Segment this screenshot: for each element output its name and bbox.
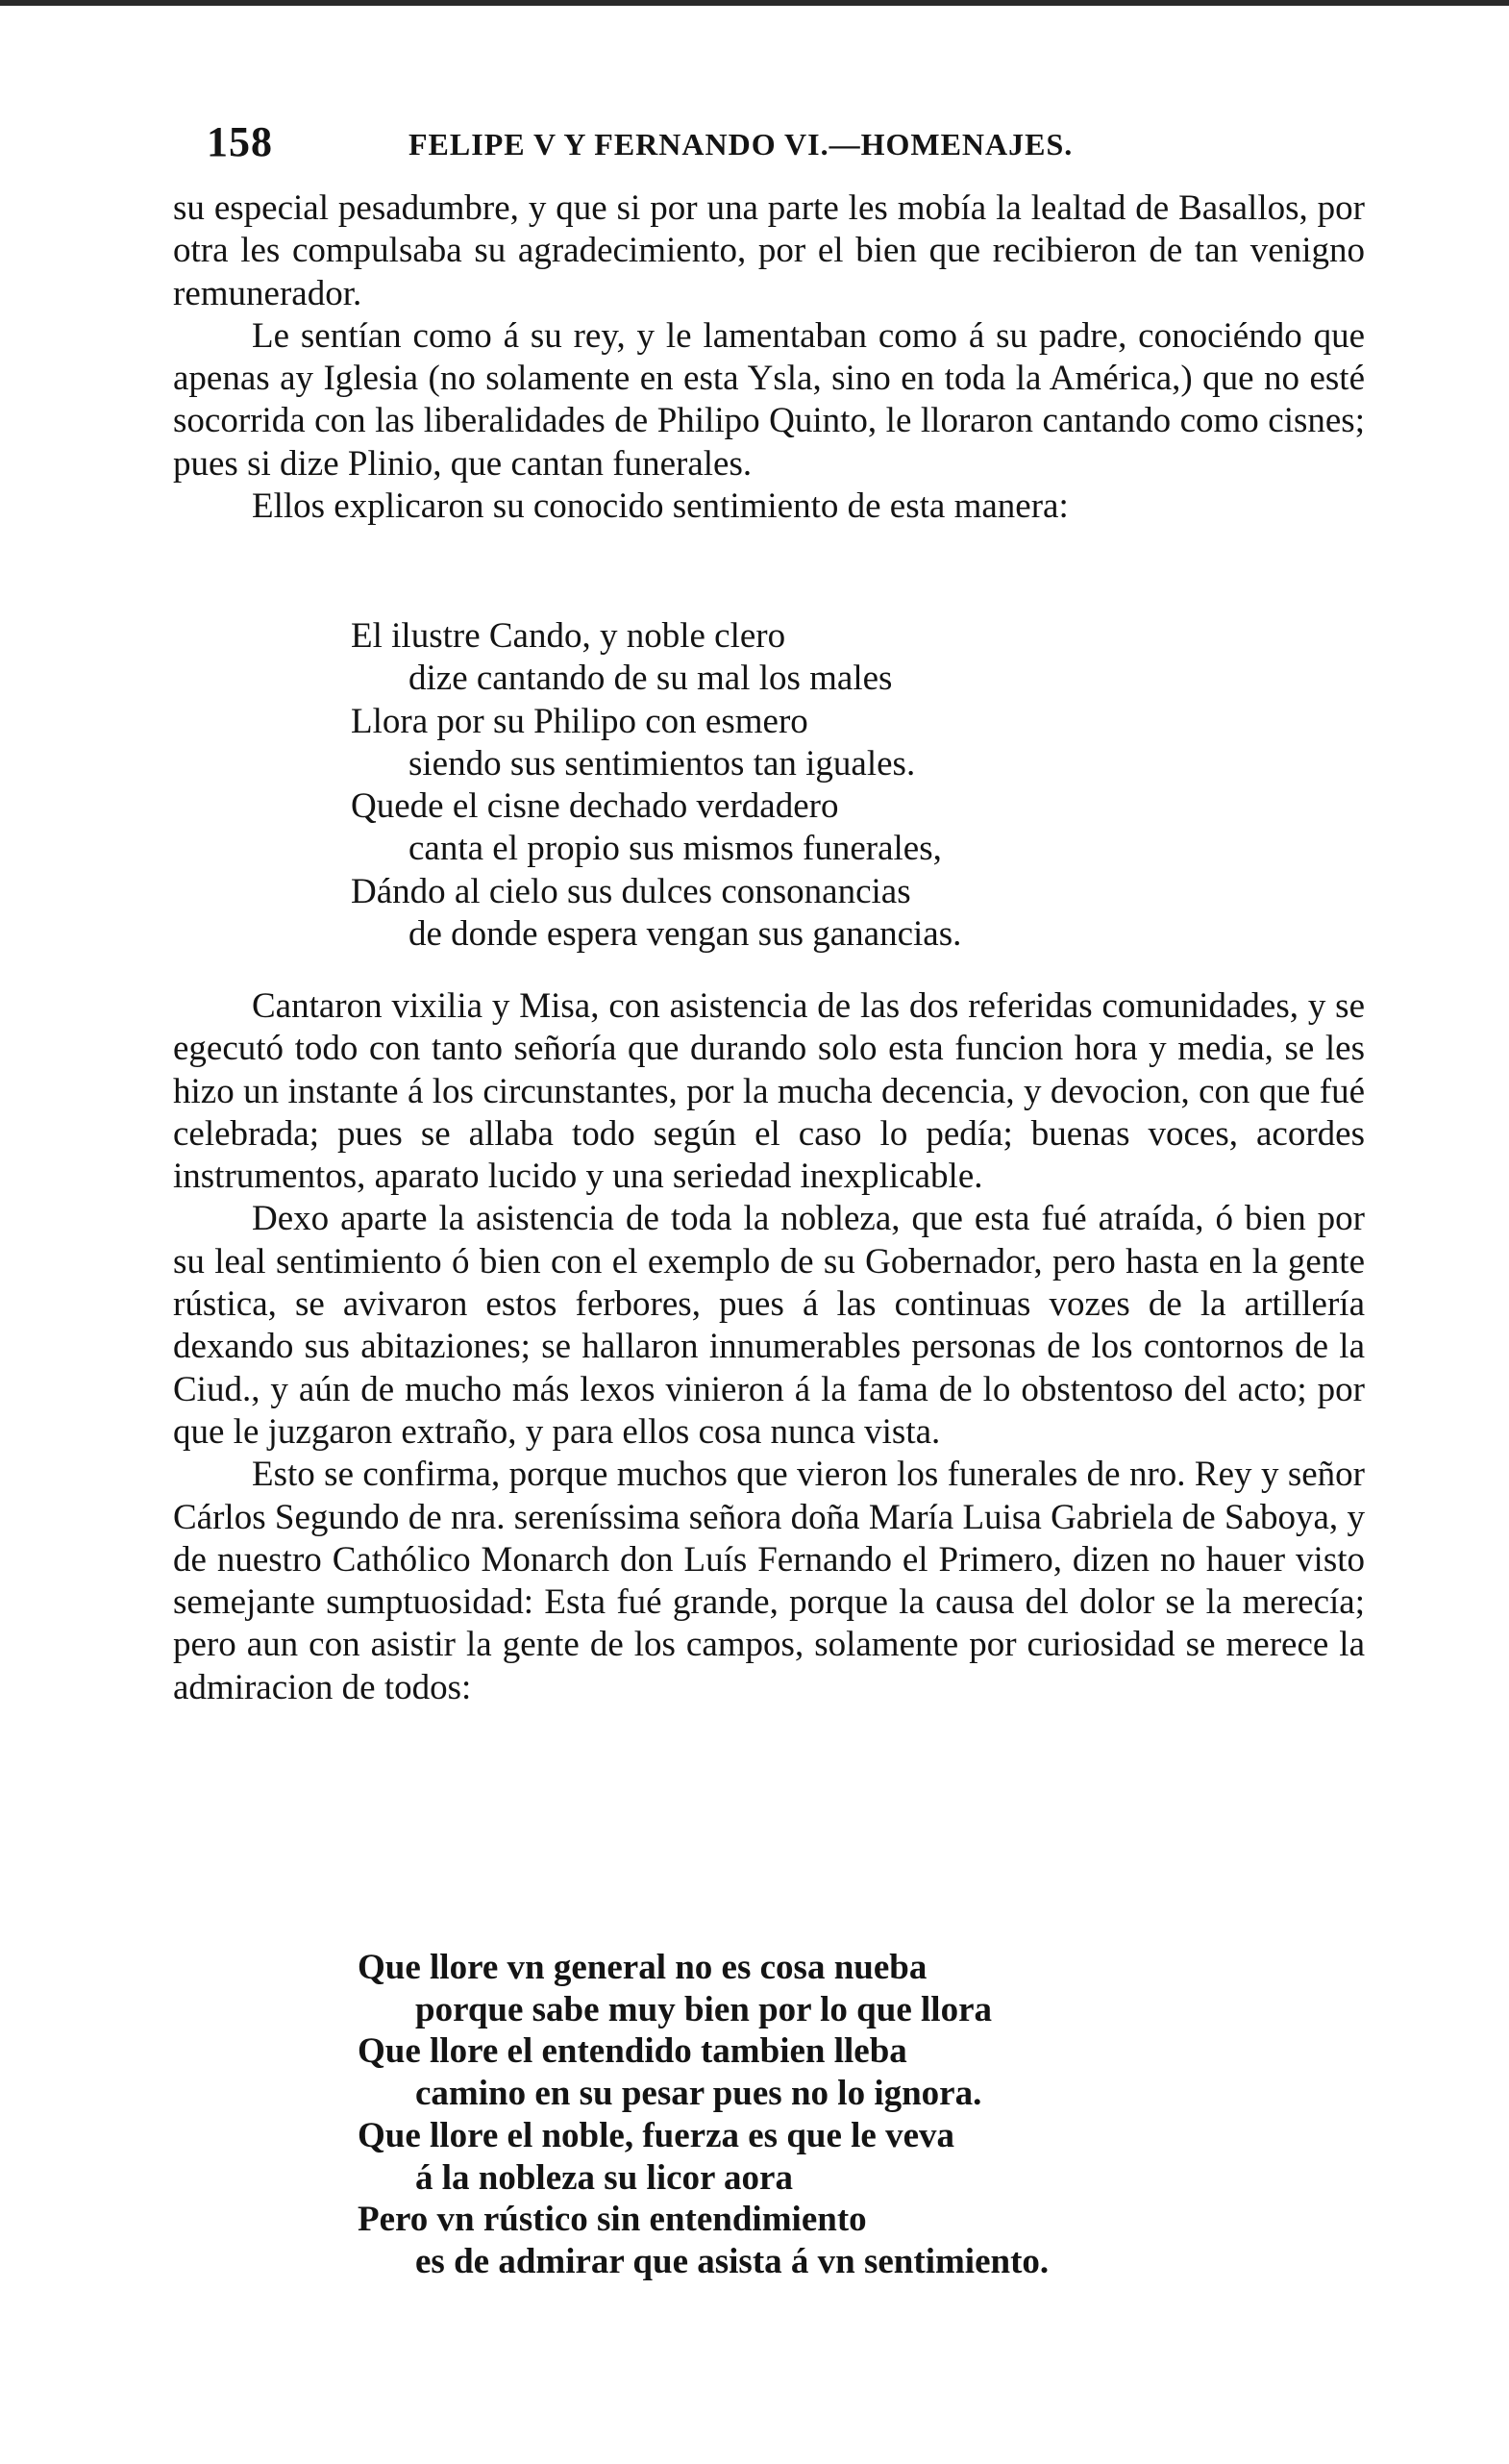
verse-1-line: Llora por su Philipo con esmero	[351, 701, 808, 741]
paragraph-1: su especial pesadumbre, y que si por una parte les mobía la lealtad de Basallos, por otra les compulsaba su agradecimiento, por el bien que recibieron de tan venigno remunerador.	[173, 188, 1365, 313]
verse-2-line: á la nobleza su licor aora	[415, 2157, 793, 2198]
verse-1-line: dize cantando de su mal los males	[408, 659, 893, 699]
verse-1-line: canta el propio sus mismos funerales,	[408, 829, 942, 869]
verse-1	[351, 615, 1312, 956]
verse-2-line: Que llore vn general no es cosa nueba	[358, 1948, 928, 1987]
top-border-rule	[0, 0, 1509, 6]
paragraph-2: Le sentían como á su rey, y le lamentaban como á su padre, conociéndo que apenas ay Iglesia (no solamente en esta Ysla, sino en toda la América,) que no esté socorrida con las liberalidades de Philipo Quinto, le lloraron cantando como cisnes; pues si dize Plinio, que cantan funerales.	[173, 315, 1365, 484]
text-block-1	[173, 187, 1365, 528]
verse-2-line: Que llore el entendido tambien lleba	[358, 2031, 907, 2072]
paragraph-6: Esto se confirma, porque muchos que vieron los funerales de nro. Rey y señor Cárlos Segundo de nra. sereníssima señora doña María Luisa Gabriela de Saboya, y de nuestro Cathólico Monarch don Luís Fernando el Primero, dizen no hauer visto semejante sumptuosidad: Esta fué grande, porque la causa del dolor se la merecía; pero aun con asistir la gente de los campos, solamente por curiosidad se merece la admiracion de todos:	[173, 1455, 1365, 1707]
verse-2-line: Que llore el noble, fuerza es que le veva	[358, 2115, 955, 2155]
verse-1-line: siendo sus sentimientos tan iguales.	[408, 743, 916, 784]
verse-1-line: de donde espera vengan sus ganancias.	[408, 914, 962, 955]
text-block-2	[173, 985, 1365, 1709]
verse-2-line: porque sabe muy bien por lo que llora	[415, 1989, 992, 2029]
verse-2	[358, 1947, 1319, 2283]
paragraph-3: Ellos explicaron su conocido sentimiento de esta manera:	[252, 486, 1069, 527]
verse-1-line: Quede el cisne dechado verdadero	[351, 786, 839, 827]
verse-1-line: Dándo al cielo sus dulces consonancias	[351, 871, 911, 911]
verse-1-line: El ilustre Cando, y noble clero	[351, 616, 786, 656]
page-number: 158	[207, 118, 273, 165]
page-header	[207, 117, 1365, 165]
running-head: FELIPE V Y FERNANDO VI.—HOMENAJES.	[408, 127, 1074, 162]
verse-2-line: Pero vn rústico sin entendimiento	[358, 2200, 867, 2240]
paragraph-5: Dexo aparte la asistencia de toda la nobleza, que esta fué atraída, ó bien por su leal sentimiento ó bien con el exemplo de su Gobernador, pero hasta en la gente rústica, se avivaron estos ferbores, pues á las continuas vozes de la artillería dexando sus abitaziones; se hallaron innumerables personas de los contornos de la Ciud., y aún de mucho más lexos vinieron á la fama de lo obstentoso del acto; por que le juzgaron extraño, y para ellos cosa nunca vista.	[173, 1199, 1365, 1452]
verse-2-line: es de admirar que asista á vn sentimiento.	[415, 2241, 1050, 2281]
paragraph-4: Cantaron vixilia y Misa, con asistencia de las dos referidas comunidades, y se egecutó todo con tanto señoría que durando solo esta funcion hora y media, se les hizo un instante á los circunstantes, por la mucha decencia, y devocion, con que fué celebrada; pues se allaba todo según el caso lo pedía; buenas voces, acordes instrumentos, aparato lucido y una seriedad inexplicable.	[173, 986, 1365, 1197]
verse-2-line: camino en su pesar pues no lo ignora.	[415, 2074, 982, 2114]
